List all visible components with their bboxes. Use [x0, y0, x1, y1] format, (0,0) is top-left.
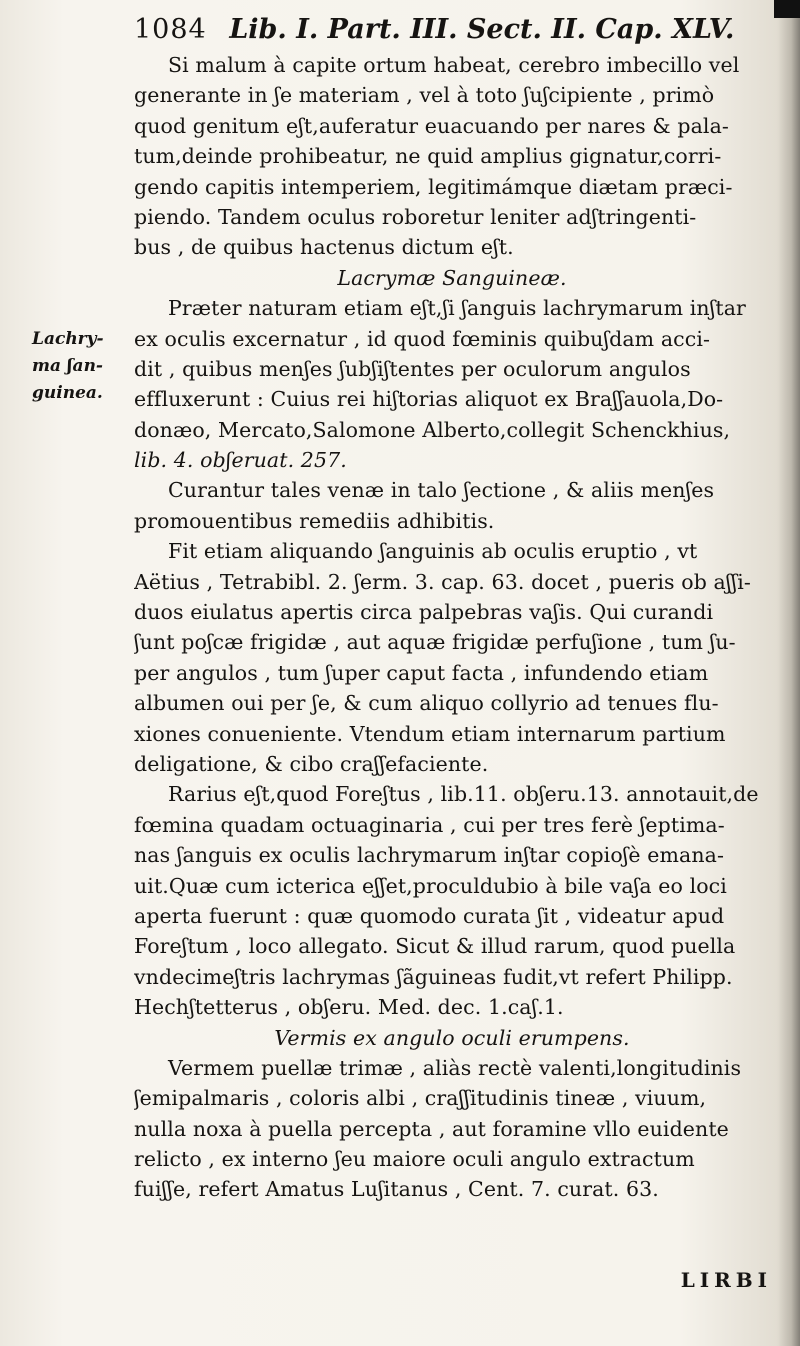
scan-corner	[774, 0, 800, 18]
margin-note-line: guinea.	[32, 383, 103, 403]
text-line: Hechʃtetterus , obʃeru. Med. dec. 1.caʃ.1.	[134, 995, 564, 1020]
page-edge-shadow	[778, 0, 800, 1346]
text-line: aperta fuerunt : quæ quomodo curata ʃit , videatur apud	[134, 903, 725, 928]
text-line: piendo. Tandem oculus roboretur leniter adʃtringenti-	[134, 204, 697, 229]
text-line: dit , quibus menʃes ʃubʃiʃtentes per oculorum angulos	[134, 356, 691, 381]
text-line: Rarius eʃt,quod Foreʃtus , lib.11. obʃeru.13. annotauit,de	[168, 782, 759, 807]
text-line: fuiʃʃe, refert Amatus Luʃitanus , Cent. 7. curat. 63.	[134, 1177, 659, 1202]
catchword: LIRBI	[680, 1268, 772, 1292]
text-line: Fit etiam aliquando ʃanguinis ab oculis eruptio , vt	[168, 539, 698, 564]
text-line: vndecimeʃtris lachrymas ʃãguineas fudit,vt refert Philipp.	[134, 964, 733, 989]
text-line: per angulos , tum ʃuper caput facta , infundendo etiam	[134, 660, 709, 685]
paragraph-2	[134, 293, 770, 475]
text-line: duos eiulatus apertis circa palpebras vaʃis. Qui curandi	[134, 600, 714, 625]
margin-note-line: Lachry-	[32, 329, 104, 349]
paragraph-4	[134, 536, 770, 779]
paragraph-6	[134, 1053, 770, 1205]
text-line: gendo capitis intemperiem, legitimámque diætam præci-	[134, 174, 733, 199]
text-line: relicto , ex interno ʃeu maiore oculi angulo extractum	[134, 1147, 695, 1172]
text-line: fœmina quadam octuaginaria , cui per tres ferè ʃeptima-	[134, 812, 725, 837]
section-heading: Vermis ex angulo oculi erumpens.	[274, 1025, 630, 1050]
text-line: lib. 4. obʃeruat. 257.	[134, 448, 347, 473]
text-line: effluxerunt : Cuius rei hiʃtorias aliquot ex Braʃʃauola,Do-	[134, 387, 724, 412]
text-line: Foreʃtum , loco allegato. Sicut & illud rarum, quod puella	[134, 934, 736, 959]
page-header	[134, 14, 774, 54]
margin-note-line: ma ʃan-	[32, 356, 103, 376]
text-line: Aëtius , Tetrabibl. 2. ʃerm. 3. cap. 63. docet , pueris ob aʃʃi-	[134, 569, 751, 594]
running-title: Lib. I. Part. III. Sect. II. Cap. XLV.	[229, 14, 735, 45]
paragraph-1	[134, 50, 770, 263]
text-line: promouentibus remediis adhibitis.	[134, 508, 495, 533]
text-line: tum,deinde prohibeatur, ne quid amplius gignatur,corri-	[134, 144, 722, 169]
text-line: Præter naturam etiam eʃt,ʃi ʃanguis lachrymarum inʃtar	[168, 296, 746, 321]
text-line: generante in ʃe materiam , vel à toto ʃuʃcipiente , primò	[134, 83, 715, 108]
text-line: ex oculis excernatur , id quod fœminis quibuʃdam acci-	[134, 326, 710, 351]
text-line: nulla noxa à puella percepta , aut foramine vllo euidente	[134, 1116, 729, 1141]
section-heading: Lacrymæ Sanguineæ.	[337, 265, 567, 290]
paragraph-5	[134, 779, 770, 1022]
text-line: Si malum à capite ortum habeat, cerebro imbecillo vel	[168, 53, 740, 77]
margin-note	[32, 326, 132, 407]
text-line: uit.Quæ cum icterica eʃʃet,proculdubio à bile vaʃa eo loci	[134, 873, 727, 898]
text-line: bus , de quibus hactenus dictum eʃt.	[134, 235, 514, 260]
text-line: albumen oui per ʃe, & cum aliquo collyrio ad tenues flu-	[134, 691, 719, 716]
paragraph-3	[134, 475, 770, 536]
text-line: ʃemipalmaris , coloris albi , craʃʃitudinis tineæ , viuum,	[134, 1086, 707, 1111]
text-line: nas ʃanguis ex oculis lachrymarum inʃtar copioʃè emana-	[134, 843, 725, 868]
text-line: ʃunt poʃcæ frigidæ , aut aquæ frigidæ perfuʃione , tum ʃu-	[134, 630, 736, 655]
text-line: Curantur tales venæ in talo ʃectione , & aliis menʃes	[168, 478, 715, 503]
page-number: 1084	[134, 14, 207, 45]
text-line: deligatione, & cibo craʃʃefaciente.	[134, 751, 489, 776]
text-line: Vermem puellæ trimæ , aliàs rectè valenti,longitudinis	[168, 1055, 742, 1080]
text-line: donæo, Mercato,Salomone Alberto,collegit Schenckhius,	[134, 417, 731, 442]
main-text	[134, 50, 770, 1205]
text-line: xiones conueniente. Vtendum etiam internarum partium	[134, 721, 726, 746]
text-line: quod genitum eʃt,auferatur euacuando per nares & pala-	[134, 113, 729, 138]
